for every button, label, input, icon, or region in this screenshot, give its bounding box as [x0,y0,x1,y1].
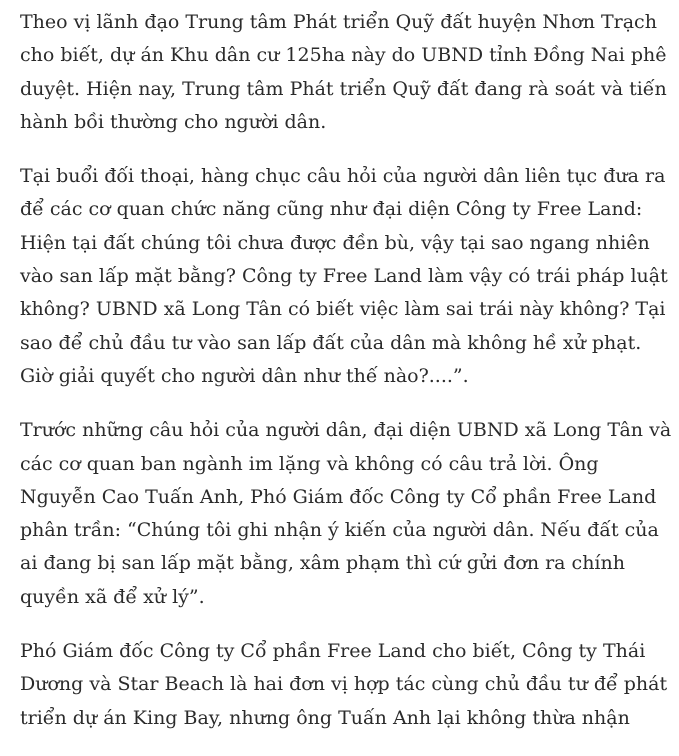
article-paragraph: Phó Giám đốc Công ty Cổ phần Free Land cho biết, Công ty Thái Dương và Star Beach là hai đơn vị hợp tác cùng chủ đầu tư để phát triển dự án King Bay, nhưng ông Tuấn Anh lại không thừa nhận [20,640,668,729]
article-paragraph: Trước những câu hỏi của người dân, đại diện UBND xã Long Tân và các cơ quan ban ngành im lặng và không có câu trả lời. Ông Nguyễn Cao Tuấn Anh, Phó Giám đốc Công ty Cổ phần Free Land phân trần: “Chúng tôi ghi nhận ý kiến của người dân. Nếu đất của ai đang bị san lấp mặt bằng, xâm phạm thì cứ gửi đơn ra chính quyền xã để xử lý”. [20,419,672,608]
article-paragraph: Tại buổi đối thoại, hàng chục câu hỏi của người dân liên tục đưa ra để các cơ quan chức năng cũng như đại diện Công ty Free Land: Hiện tại đất chúng tôi chưa được đền bù, vậy tại sao ngang nhiên vào san lấp mặt bằng? Công ty Free Land làm vậy có trái pháp luật không? UBND xã Long Tân có biết việc làm sai trái này không? Tại sao để chủ đầu tư vào san lấp đất của dân mà không hề xử phạt. Giờ giải quyết cho người dân như thế nào?....”. [20,165,668,387]
article-paragraph: Theo vị lãnh đạo Trung tâm Phát triển Quỹ đất huyện Nhơn Trạch cho biết, dự án Khu dân cư 125ha này do UBND tỉnh Đồng Nai phê duyệt. Hiện nay, Trung tâm Phát triển Quỹ đất đang rà soát và tiến hành bồi thường cho người dân. [20,11,667,133]
article-body [20,6,672,756]
